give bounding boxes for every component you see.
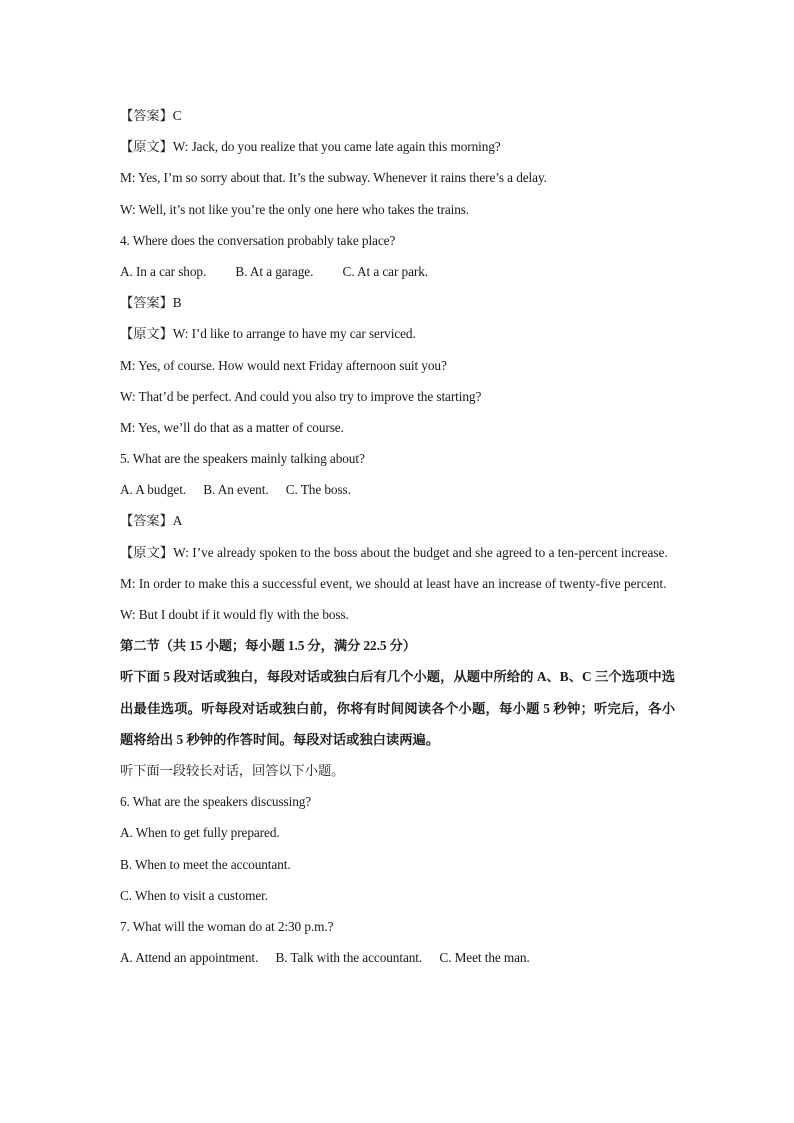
- document-page: [120, 100, 675, 973]
- question-4-option-b: B. At a garage.: [235, 263, 314, 279]
- question-6: 6. What are the speakers discussing?: [120, 794, 312, 810]
- question-7-option-a: A. Attend an appointment.: [120, 950, 259, 966]
- question-7-option-c: C. Meet the man.: [439, 950, 530, 966]
- question-6-option-a: A. When to get fully prepared.: [120, 825, 280, 841]
- answer-label-q4: 【答案】B: [120, 295, 182, 311]
- question-4-option-c: C. At a car park.: [342, 263, 428, 279]
- question-4-options: [120, 256, 675, 287]
- transcript-q4-line-1: 【原文】W: I’d like to arrange to have my car serviced.: [120, 326, 416, 342]
- answer-label-q3: 【答案】C: [120, 108, 182, 123]
- section-2-heading: 第二节（共 15 小题；每小题 1.5 分，满分 22.5 分）: [120, 638, 416, 654]
- question-5: 5. What are the speakers mainly talking about?: [120, 451, 365, 467]
- question-5-options: [120, 474, 675, 505]
- question-5-option-a: A. A budget.: [120, 482, 187, 498]
- question-5-option-c: C. The boss.: [285, 482, 351, 498]
- transcript-q5-line-3: W: But I doubt if it would fly with the boss.: [120, 607, 349, 623]
- question-5-option-b: B. An event.: [203, 482, 269, 498]
- question-7-options: [120, 942, 675, 973]
- transcript-q3-line-2: M: Yes, I’m so sorry about that. It’s the subway. Whenever it rains there’s a delay.: [120, 170, 547, 186]
- question-6-option-b: B. When to meet the accountant.: [120, 856, 291, 872]
- transcript-q3-line-3: W: Well, it’s not like you’re the only one here who takes the trains.: [120, 201, 470, 217]
- question-7: 7. What will the woman do at 2:30 p.m.?: [120, 918, 334, 934]
- question-6-option-c: C. When to visit a customer.: [120, 887, 269, 903]
- transcript-q5-line-2: M: In order to make this a successful event, we should at least have an increase of twenty-five percent.: [120, 575, 667, 591]
- transcript-q5-line-1: 【原文】W: I’ve already spoken to the boss about the budget and she agreed to a ten-percent increase.: [120, 544, 668, 560]
- section-2-instructions: 听下面 5 段对话或独白，每段对话或独白后有几个小题，从题中所给的 A、B、C 三个选项中选出最佳选项。听每段对话或独白前，你将有时间阅读各个小题，每小题 5 秒钟；听完后，各小题将给出 5 秒钟的作答时间。每段对话或独白读两遍。: [120, 669, 675, 747]
- question-4-option-a: A. In a car shop.: [120, 263, 207, 279]
- transcript-q3-line-1: 【原文】W: Jack, do you realize that you came late again this morning?: [120, 139, 501, 155]
- question-7-option-b: B. Talk with the accountant.: [275, 950, 423, 966]
- transcript-q4-line-3: W: That’d be perfect. And could you also try to improve the starting?: [120, 388, 482, 404]
- transcript-q4-line-2: M: Yes, of course. How would next Friday afternoon suit you?: [120, 357, 447, 373]
- dialogue-intro: 听下面一段较长对话，回答以下小题。: [120, 763, 345, 779]
- answer-label-q5: 【答案】A: [120, 513, 183, 529]
- question-4: 4. Where does the conversation probably take place?: [120, 232, 396, 248]
- transcript-q4-line-4: M: Yes, we’ll do that as a matter of course.: [120, 419, 344, 435]
